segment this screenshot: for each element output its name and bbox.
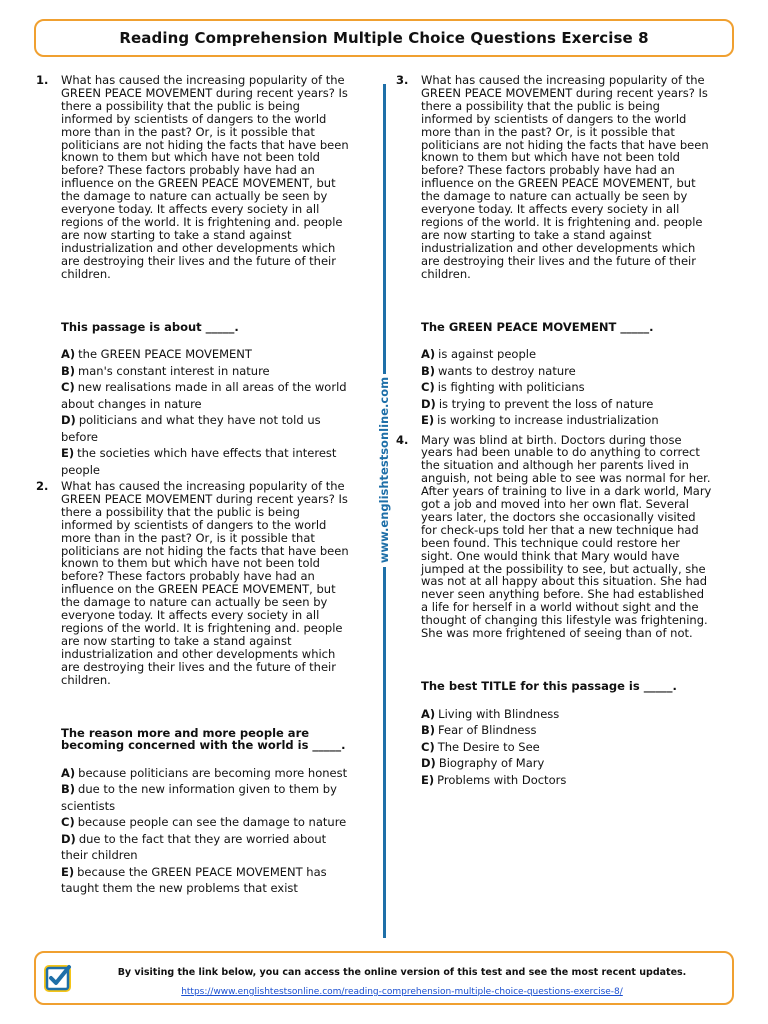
passage-text: What has caused the increasing popularity of the GREEN PEACE MOVEMENT during recent years? Is there a possibility that the public is being informed by scientists of dangers to the world more than in the past? Or, is it possible that politicians are not hiding the facts that have been known to them but which have not been told before? These factors probably have had an influence on the GREEN PEACE MOVEMENT, but the damage to nature can actually be seen by everyone today. It affects every society in all regions of the world. It is frightening and. people are now starting to take a stand against industrialization and other developments which are destroying their lives and the future of their children. <box>61 73 349 281</box>
option-letter: D) <box>61 413 76 427</box>
option-a[interactable] <box>61 765 354 782</box>
option-e[interactable] <box>421 412 714 429</box>
question-number: 2. <box>36 479 49 493</box>
side-website-url: www.englishtestsonline.com <box>377 376 391 564</box>
right-column <box>396 74 714 788</box>
option-letter: D) <box>61 831 76 846</box>
question-stem: The reason more and more people are becoming concerned with the world is _____. <box>61 725 346 752</box>
option-letter: E) <box>61 864 75 879</box>
option-b[interactable] <box>61 781 354 814</box>
option-c[interactable] <box>61 814 354 831</box>
option-list <box>421 706 714 789</box>
option-letter: A) <box>61 347 76 361</box>
option-letter: A) <box>421 347 436 361</box>
question-3 <box>396 74 714 429</box>
option-text: is trying to prevent the loss of nature <box>438 396 654 411</box>
page-title: Reading Comprehension Multiple Choice Questions Exercise 8 <box>119 29 649 47</box>
checkbox-check-icon <box>42 962 74 994</box>
option-letter: A) <box>61 765 76 780</box>
question-stem: The GREEN PEACE MOVEMENT _____. <box>421 319 654 334</box>
option-text: is fighting with politicians <box>437 380 585 394</box>
option-text: Biography of Mary <box>438 756 545 770</box>
question-number: 1. <box>36 73 49 87</box>
option-text: Living with Blindness <box>438 706 560 721</box>
option-letter: D) <box>421 756 436 770</box>
option-b[interactable] <box>421 722 714 739</box>
footer-text <box>76 966 728 998</box>
option-text: because the GREEN PEACE MOVEMENT has taught them the new problems that exist <box>61 864 327 895</box>
option-e[interactable] <box>61 864 354 897</box>
option-text: wants to destroy nature <box>438 363 576 378</box>
passage-text: What has caused the increasing popularity of the GREEN PEACE MOVEMENT during recent years? Is there a possibility that the public is being informed by scientists of dangers to the world more than in the past? Or, is it possible that politicians are not hiding the facts that have been known to them but which have not been told before? These factors probably have had an influence on the GREEN PEACE MOVEMENT, but the damage to nature can actually be seen by everyone today. It affects every society in all regions of the world. It is frightening and. people are now starting to take a stand against industrialization and other developments which are destroying their lives and the future of their children. <box>61 479 349 687</box>
option-list <box>61 346 354 478</box>
column-divider <box>383 84 386 374</box>
option-text: The Desire to See <box>437 739 540 754</box>
option-text: man's constant interest in nature <box>78 363 270 378</box>
option-e[interactable] <box>61 445 354 478</box>
option-b[interactable] <box>421 363 714 380</box>
option-d[interactable] <box>61 831 354 864</box>
question-stem: This passage is about _____. <box>61 319 239 334</box>
option-e[interactable] <box>421 772 714 789</box>
option-letter: B) <box>61 782 76 796</box>
option-c[interactable] <box>421 739 714 756</box>
option-letter: E) <box>421 413 435 427</box>
option-list <box>421 346 714 429</box>
footer-message: By visiting the link below, you can access the online version of this test and see the most recent updates. <box>117 967 687 978</box>
option-text: is working to increase industrialization <box>437 413 659 427</box>
column-divider <box>383 567 386 938</box>
option-letter: B) <box>61 363 76 378</box>
option-text: the societies which have effects that interest people <box>61 446 337 477</box>
option-c[interactable] <box>421 379 714 396</box>
option-letter: D) <box>421 396 436 411</box>
option-text: new realisations made in all areas of the world about changes in nature <box>61 380 347 411</box>
option-b[interactable] <box>61 363 354 380</box>
option-d[interactable] <box>421 396 714 413</box>
option-letter: C) <box>421 739 435 754</box>
option-text: due to the fact that they are worried about their children <box>61 831 327 862</box>
option-text: because people can see the damage to nature <box>77 815 347 829</box>
question-2 <box>36 480 354 897</box>
option-text: the GREEN PEACE MOVEMENT <box>78 347 252 361</box>
option-text: politicians and what they have not told us before <box>61 413 321 444</box>
option-a[interactable] <box>61 346 354 363</box>
option-text: Fear of Blindness <box>438 723 537 737</box>
question-stem: The best TITLE for this passage is _____. <box>421 679 677 693</box>
passage-text: What has caused the increasing popularity of the GREEN PEACE MOVEMENT during recent years? Is there a possibility that the public is being informed by scientists of dangers to the world more than in the past? Or, is it possible that politicians are not hiding the facts that have been known to them but which have not been told before? These factors probably have had an influence on the GREEN PEACE MOVEMENT, but the damage to nature can actually be seen by everyone today. It affects every society in all regions of the world. It is frightening and. people are now starting to take a stand against industrialization and other developments which are destroying their lives and the future of their children. <box>421 73 709 281</box>
footer-link[interactable]: https://www.englishtestsonline.com/reading-comprehension-multiple-choice-questions-exercise-8/ <box>181 987 623 997</box>
option-text: is against people <box>438 347 537 361</box>
option-letter: E) <box>421 772 435 787</box>
question-number: 3. <box>396 73 409 87</box>
option-a[interactable] <box>421 346 714 363</box>
option-c[interactable] <box>61 379 354 412</box>
option-text: because politicians are becoming more honest <box>78 765 348 780</box>
option-text: due to the new information given to them by scientists <box>61 782 337 813</box>
title-box <box>34 19 734 57</box>
option-letter: C) <box>61 380 75 394</box>
option-letter: E) <box>61 446 75 460</box>
option-letter: C) <box>61 815 75 829</box>
question-number: 4. <box>396 432 409 447</box>
question-4 <box>396 434 714 789</box>
passage-text: Mary was blind at birth. Doctors during those years had been unable to do anything to correct the situation and although her parents lived in anguish, not being able to see was normal for her. After years of training to live in a dark world, Mary got a job and moved into her own flat. Several years later, the doctors she occasionally visited for check-ups told her that a new technique had been found. This technique could restore her sight. One would think that Mary would have jumped at the possibility to see, but actually, she was not at all happy about this situation. She had never seen anything before. She had established a life for herself in a world without sight and the thought of changing this lifestyle was frightening. She was more frightened of seeing than of not. <box>421 432 712 641</box>
option-d[interactable] <box>61 412 354 445</box>
option-d[interactable] <box>421 755 714 772</box>
option-letter: A) <box>421 706 436 721</box>
left-column <box>36 74 354 897</box>
option-a[interactable] <box>421 706 714 723</box>
question-1 <box>36 74 354 478</box>
option-letter: B) <box>421 363 436 378</box>
footer-box <box>34 951 734 1005</box>
option-letter: C) <box>421 380 435 394</box>
option-list <box>61 765 354 897</box>
option-text: Problems with Doctors <box>437 772 567 787</box>
option-letter: B) <box>421 723 436 737</box>
